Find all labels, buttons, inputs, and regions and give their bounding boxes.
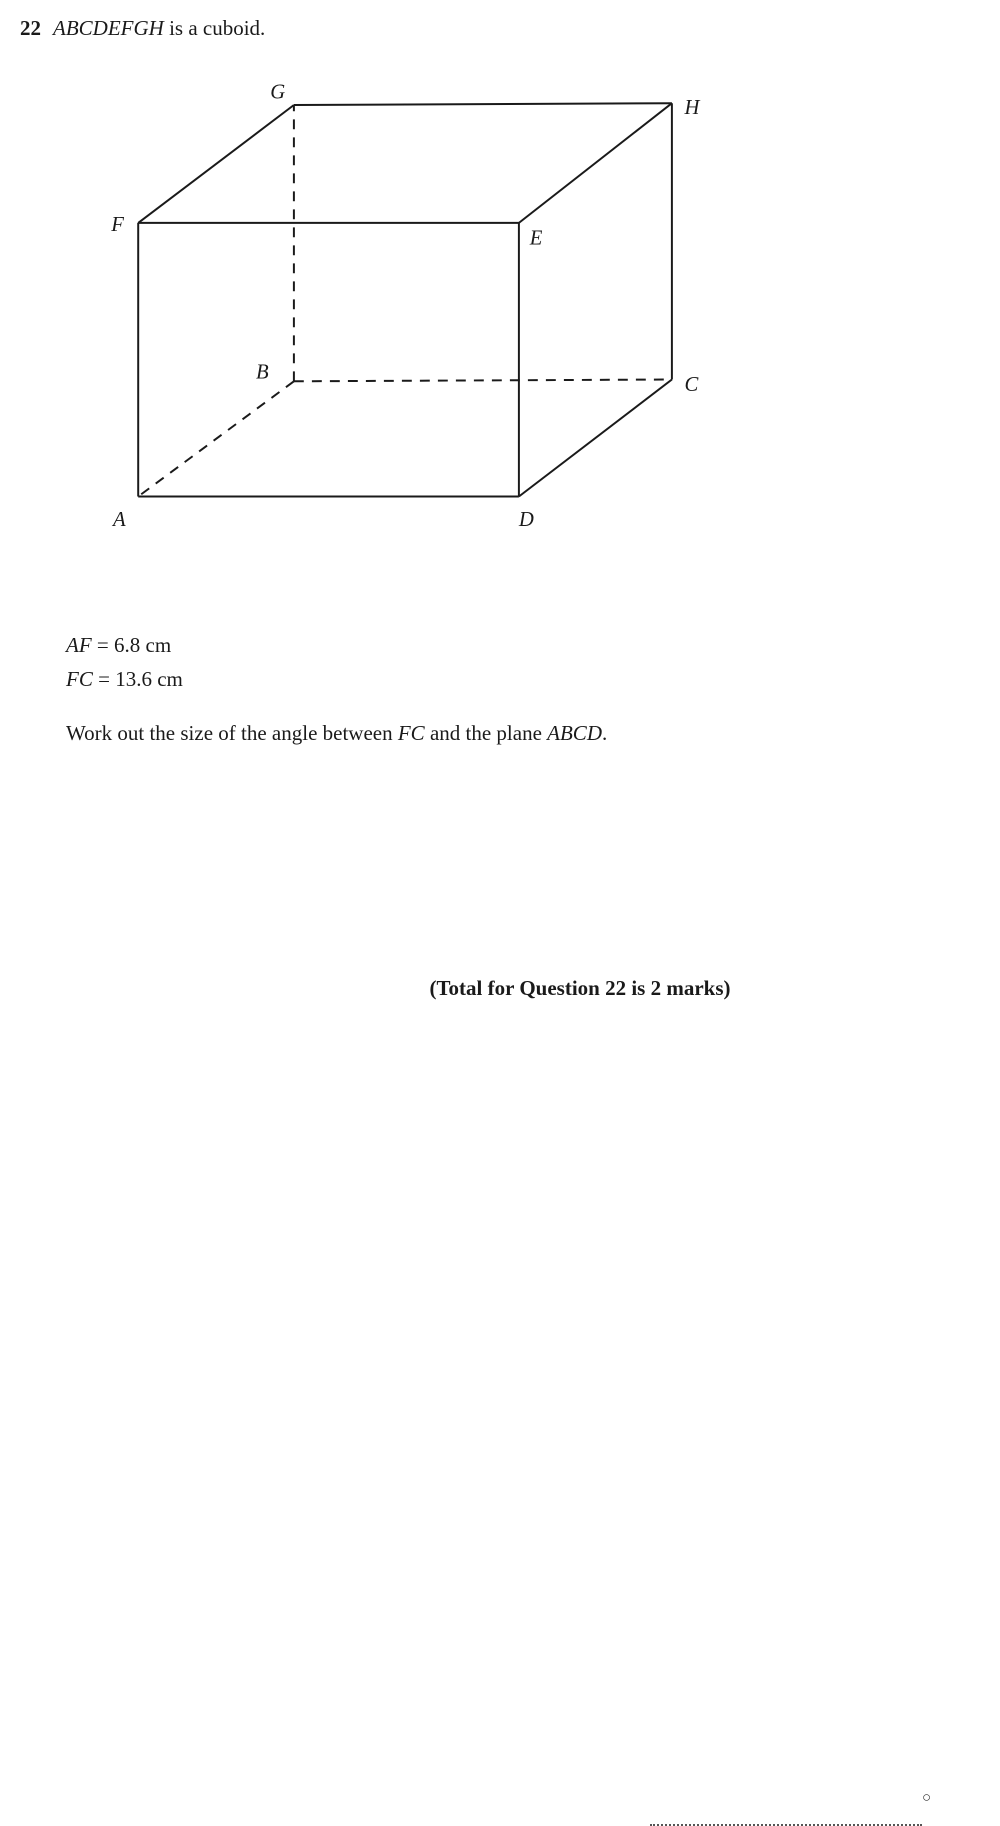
- edge-D-C: [519, 380, 672, 497]
- given-segment-AF: AF: [66, 633, 92, 657]
- vertex-label-A: A: [113, 509, 126, 532]
- given-measurements: [66, 628, 183, 696]
- marks-text: (Total for Question 22 is 2 marks): [429, 976, 731, 1000]
- given-unit-FC: cm: [157, 667, 183, 691]
- given-row-FC: [66, 662, 183, 696]
- edge-B-C-dashed: [294, 380, 672, 382]
- vertex-label-E: E: [529, 227, 543, 250]
- vertex-label-G: G: [270, 81, 286, 104]
- edge-F-G: [138, 105, 294, 223]
- question-stem-italic: ABCDEFGH: [53, 16, 164, 40]
- given-row-AF: [66, 628, 183, 662]
- given-unit-AF: cm: [145, 633, 172, 657]
- cuboid-diagram: [0, 60, 1000, 600]
- degree-symbol: ○: [922, 1790, 932, 1806]
- question-stem: [53, 16, 265, 41]
- edge-B-A-dashed: [138, 381, 294, 496]
- vertex-label-F: F: [111, 214, 124, 237]
- question-stem-rest: is a cuboid.: [163, 16, 266, 40]
- question-header: [20, 16, 265, 41]
- question-instruction: [66, 720, 607, 747]
- question-number: 22: [20, 16, 41, 40]
- instruction-plane: ABCD: [547, 721, 602, 745]
- given-segment-FC: FC: [66, 667, 93, 691]
- vertex-label-C: C: [684, 374, 699, 397]
- vertex-label-D: D: [518, 509, 534, 532]
- instruction-part2: and the plane: [424, 721, 548, 745]
- given-value-FC: 13.6: [115, 667, 152, 691]
- question-marks-footer: [0, 976, 1000, 1001]
- edge-E-H: [519, 103, 672, 223]
- vertex-label-B: B: [256, 361, 269, 384]
- instruction-part3: .: [601, 721, 608, 745]
- cuboid-svg: [0, 60, 1000, 600]
- given-equals-FC: =: [98, 667, 110, 691]
- given-value-AF: 6.8: [114, 633, 141, 657]
- vertex-label-H: H: [684, 97, 700, 120]
- given-equals-AF: =: [96, 633, 109, 657]
- instruction-part1: Work out the size of the angle between: [66, 721, 398, 745]
- edge-G-H: [294, 103, 672, 105]
- instruction-segment: FC: [397, 721, 425, 745]
